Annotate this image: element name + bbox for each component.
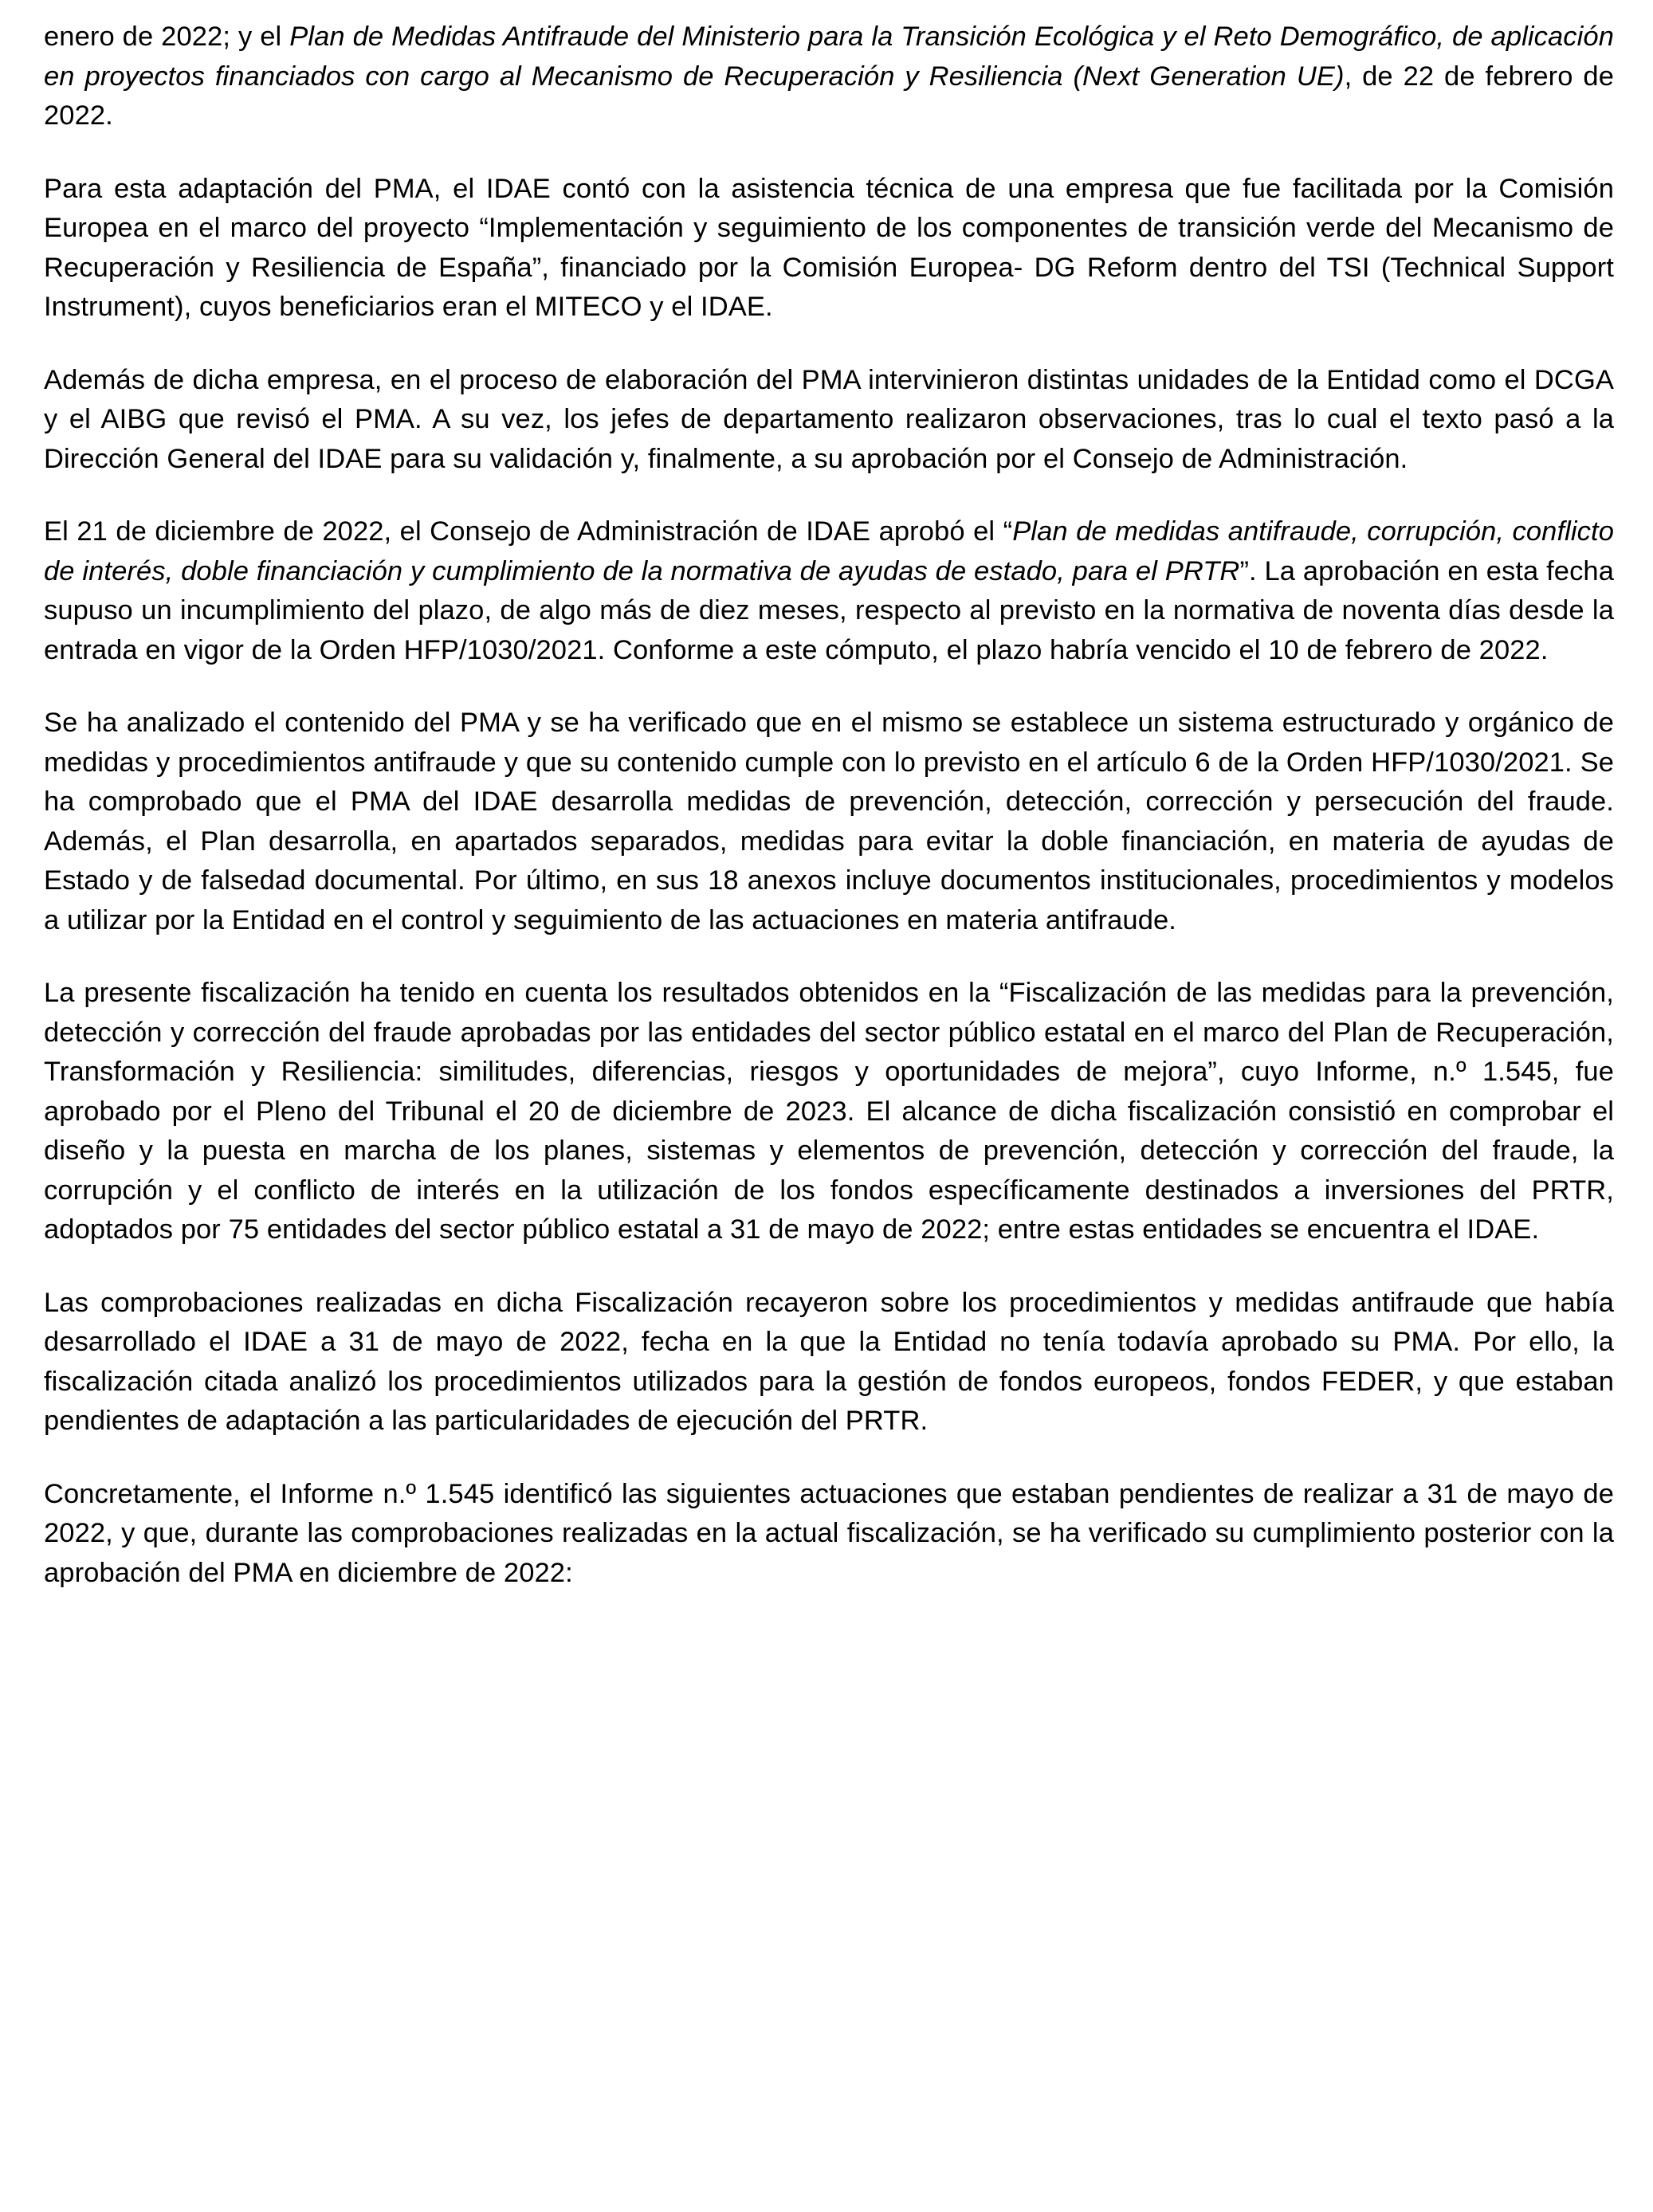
paragraph-plan-medidas-antifraude-miteco	[44, 18, 1614, 136]
paragraph-aprobacion-consejo-administracion-2022	[44, 512, 1614, 670]
text-run: Se ha analizado el contenido del PMA y se ha verificado que en el mismo se establece un sistema estructurado y orgánico de medidas y procedimientos antifraude y que su contenido cumple con lo previsto en el artículo 6 de la Orden HFP/1030/2021. Se ha comprobado que el PMA del IDAE desarrolla medidas de prevención, detección, corrección y persecución del fraude. Además, el Plan desarrolla, en apartados separados, medidas para evitar la doble financiación, en materia de ayudas de Estado y de falsedad documental. Por último, en sus 18 anexos incluye documentos institucionales, procedimientos y modelos a utilizar por la Entidad en el control y seguimiento de las actuaciones en materia antifraude.	[44, 708, 1614, 935]
italic-text-run: Plan de medidas antifraude, corrupción, conflicto de interés, doble financiación y cumplimiento de la normativa de ayudas de estado, para el PRTR	[44, 516, 1614, 586]
document-text-body	[44, 18, 1614, 1593]
paragraph-asistencia-tecnica-comision-europea	[44, 170, 1614, 327]
paragraph-unidades-intervinientes-elaboracion-pma	[44, 361, 1614, 480]
paragraph-fiscalizacion-informe-1545	[44, 974, 1614, 1250]
text-run: Las comprobaciones realizadas en dicha Fiscalización recayeron sobre los procedimientos y medidas antifraude que había desarrollado el IDAE a 31 de mayo de 2022, fecha en la que la Entidad no tenía todavía aprobado su PMA. Por ello, la fiscalización citada analizó los procedimientos utilizados para la gestión de fondos europeos, fondos FEDER, y que estaban pendientes de adaptación a las particularidades de ejecución del PRTR.	[44, 1287, 1614, 1436]
italic-text-run: Plan de Medidas Antifraude del Ministerio para la Transición Ecológica y el Reto Demográfico, de aplicación en proyectos financiados con cargo al Mecanismo de Recuperación y Resiliencia (Next Generation UE)	[44, 22, 1614, 92]
paragraph-analisis-contenido-pma	[44, 704, 1614, 940]
text-run: La presente fiscalización ha tenido en cuenta los resultados obtenidos en la “Fiscalización de las medidas para la prevención, detección y corrección del fraude aprobadas por las entidades del sector público estatal en el marco del Plan de Recuperación, Transformación y Resiliencia: similitudes, diferencias, riesgos y oportunidades de mejora”, cuyo Informe, n.º 1.545, fue aprobado por el Pleno del Tribunal el 20 de diciembre de 2023. El alcance de dicha fiscalización consistió en comprobar el diseño y la puesta en marcha de los planes, sistemas y elementos de prevención, detección y corrección del fraude, la corrupción y el conflicto de interés en la utilización de los fondos específicamente destinados a inversiones del PRTR, adoptados por 75 entidades del sector público estatal a 31 de mayo de 2022; entre estas entidades se encuentra el IDAE.	[44, 978, 1614, 1245]
paragraph-actuaciones-pendientes-informe-1545	[44, 1475, 1614, 1594]
text-run: ”. La aprobación en esta fecha supuso un incumplimiento del plazo, de algo más de diez meses, respecto al previsto en la normativa de noventa días desde la entrada en vigor de la Orden HFP/1030/2021. Conforme a este cómputo, el plazo habría vencido el 10 de febrero de 2022.	[44, 555, 1614, 665]
text-run: Concretamente, el Informe n.º 1.545 identificó las siguientes actuaciones que estaban pendientes de realizar a 31 de mayo de 2022, y que, durante las comprobaciones realizadas en la actual fiscalización, se ha verificado su cumplimiento posterior con la aprobación del PMA en diciembre de 2022:	[44, 1478, 1614, 1588]
text-run: Además de dicha empresa, en el proceso de elaboración del PMA intervinieron distintas unidades de la Entidad como el DCGA y el AIBG que revisó el PMA. A su vez, los jefes de departamento realizaron observaciones, tras lo cual el texto pasó a la Dirección General del IDAE para su validación y, finalmente, a su aprobación por el Consejo de Administración.	[44, 364, 1614, 474]
text-run: Para esta adaptación del PMA, el IDAE contó con la asistencia técnica de una empresa que fue facilitada por la Comisión Europea en el marco del proyecto “Implementación y seguimiento de los componentes de transición verde del Mecanismo de Recuperación y Resiliencia de España”, financiado por la Comisión Europea- DG Reform dentro del TSI (Technical Support Instrument), cuyos beneficiarios eran el MITECO y el IDAE.	[44, 173, 1614, 322]
text-run: , de 22 de febrero de 2022.	[44, 61, 1614, 131]
text-run: El 21 de diciembre de 2022, el Consejo de Administración de IDAE aprobó el “	[44, 516, 1013, 547]
text-run: enero de 2022; y el	[44, 22, 290, 52]
paragraph-comprobaciones-fondos-feder	[44, 1284, 1614, 1441]
